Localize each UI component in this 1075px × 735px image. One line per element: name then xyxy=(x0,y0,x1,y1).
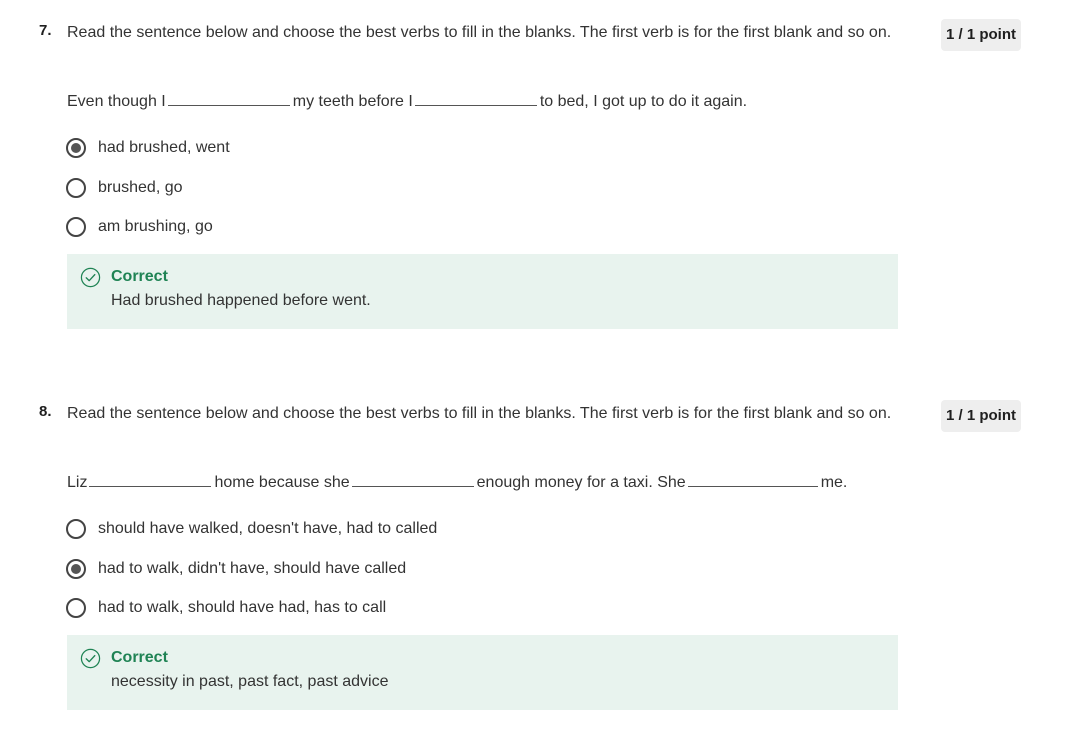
question-sentence xyxy=(67,89,747,115)
feedback-status: Correct xyxy=(111,649,168,666)
feedback-explanation: necessity in past, past fact, past advice xyxy=(111,673,389,690)
question-sentence xyxy=(67,470,847,496)
option-label: brushed, go xyxy=(98,178,183,196)
sentence-blank xyxy=(168,90,290,106)
question-prompt: Read the sentence below and choose the best verbs to fill in the blanks. The first verb is for the first blank and so on. xyxy=(67,24,892,41)
option-label: am brushing, go xyxy=(98,218,213,235)
answer-options xyxy=(66,516,437,635)
sentence-part: me. xyxy=(820,474,848,491)
answer-options xyxy=(66,135,230,254)
sentence-part: my teeth before I xyxy=(292,93,413,110)
points-badge: 1 / 1 point xyxy=(941,19,1021,51)
question-prompt: Read the sentence below and choose the best verbs to fill in the blanks. The first verb is for the first blank and so on. xyxy=(67,405,892,422)
option-label: had to walk, didn't have, should have called xyxy=(98,559,407,577)
check-circle-icon xyxy=(80,267,101,288)
question-number: 7. xyxy=(39,22,52,39)
feedback-status: Correct xyxy=(111,268,168,285)
answer-option[interactable] xyxy=(66,214,230,240)
answer-option[interactable] xyxy=(66,595,437,621)
feedback-explanation: Had brushed happened before went. xyxy=(111,292,371,309)
option-label: should have walked, doesn't have, had to called xyxy=(98,520,438,537)
sentence-part: to bed, I got up to do it again. xyxy=(539,93,748,110)
answer-option[interactable] xyxy=(66,556,437,582)
option-label: had brushed, went xyxy=(98,139,230,156)
radio-selected[interactable] xyxy=(66,138,86,158)
feedback-box xyxy=(67,635,898,710)
sentence-part: Liz xyxy=(67,474,88,491)
points-badge: 1 / 1 point xyxy=(941,400,1021,432)
answer-option[interactable] xyxy=(66,175,230,201)
sentence-blank xyxy=(415,90,537,106)
answer-option[interactable] xyxy=(66,135,230,161)
sentence-part: enough money for a taxi. She xyxy=(476,474,686,491)
radio-unselected[interactable] xyxy=(66,519,86,539)
sentence-part: Even though I xyxy=(67,93,166,110)
radio-unselected[interactable] xyxy=(66,217,86,237)
feedback-box xyxy=(67,254,898,329)
radio-unselected[interactable] xyxy=(66,178,86,198)
radio-selected[interactable] xyxy=(66,559,86,579)
check-circle-icon xyxy=(80,648,101,669)
sentence-blank xyxy=(352,471,474,487)
sentence-part: home because she xyxy=(214,474,350,491)
sentence-blank xyxy=(89,471,211,487)
sentence-blank xyxy=(688,471,818,487)
answer-option[interactable] xyxy=(66,516,437,542)
option-label: had to walk, should have had, has to call xyxy=(98,599,387,616)
question-number: 8. xyxy=(39,403,52,420)
radio-unselected[interactable] xyxy=(66,598,86,618)
